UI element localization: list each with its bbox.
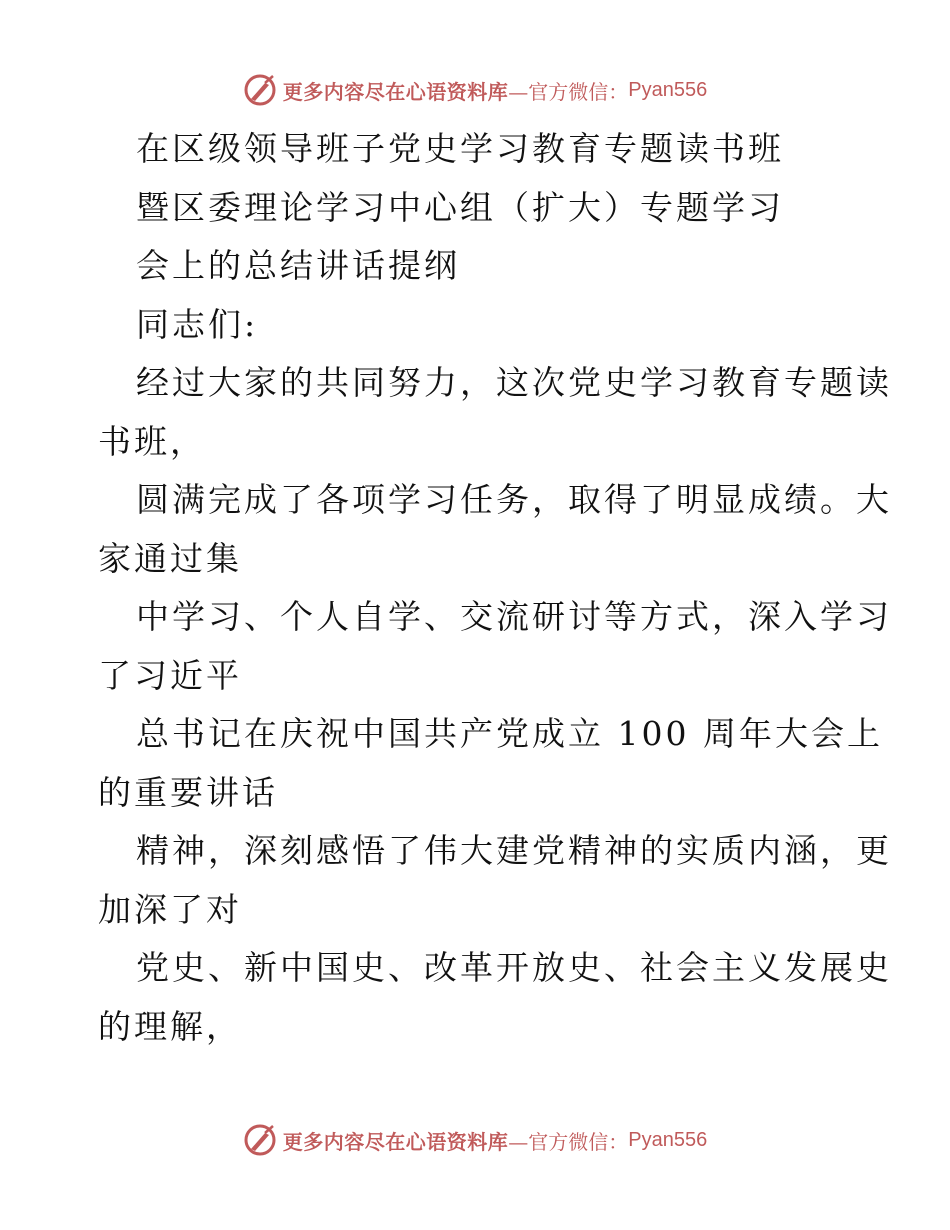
body-line: 家通过集 [98, 538, 242, 578]
banner-wechat-id: Pyan556 [628, 78, 708, 101]
quill-logo-icon [243, 73, 277, 107]
document-body [98, 120, 892, 1056]
banner-main-text: 更多内容尽在心语资料库 [282, 79, 509, 104]
header-banner [0, 70, 950, 110]
title-line-1: 在区级领导班子党史学习教育专题读书班 [136, 129, 784, 168]
body-line: 的重要讲话 [98, 772, 278, 812]
body-line: 经过大家的共同努力，这次党史学习教育专题读 [136, 363, 892, 402]
body-line: 党史、新中国史、改革开放史、社会主义发展史 [136, 948, 892, 987]
body-line: 的理解， [98, 1006, 242, 1046]
banner-wechat-id: Pyan556 [628, 1128, 708, 1151]
footer-banner [0, 1120, 950, 1160]
title-line-3: 会上的总结讲话提纲 [136, 246, 460, 285]
banner-separator-text: —官方微信： [508, 1129, 629, 1154]
salutation: 同志们: [136, 304, 259, 344]
body-line: 了习近平 [98, 655, 242, 695]
body-line: 圆满完成了各项学习任务，取得了明显成绩。大 [136, 480, 892, 519]
body-line: 中学习、个人自学、交流研讨等方式，深入学习 [136, 597, 892, 636]
title-line-2: 暨区委理论学习中心组（扩大）专题学习 [136, 187, 784, 227]
body-line: 总书记在庆祝中国共产党成立 100 周年大会上 [136, 714, 883, 753]
banner-separator-text: —官方微信： [508, 79, 629, 104]
body-line: 加深了对 [98, 889, 242, 929]
quill-logo-icon [243, 1123, 277, 1157]
banner-main-text: 更多内容尽在心语资料库 [282, 1129, 509, 1154]
body-line: 精神，深刻感悟了伟大建党精神的实质内涵，更 [136, 831, 892, 870]
body-line: 书班， [98, 421, 206, 461]
